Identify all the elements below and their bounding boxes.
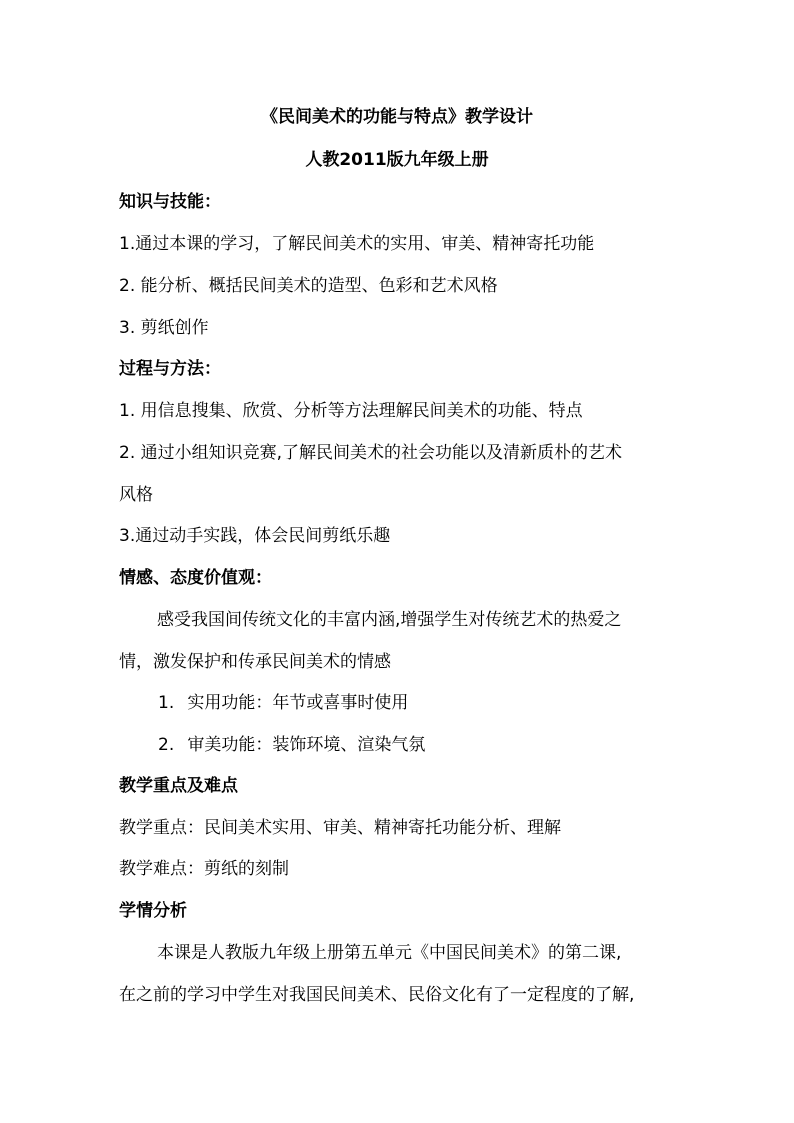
section-heading-knowledge: 知识与技能： bbox=[119, 192, 221, 212]
process-item-1: 1. 用信息搜集、欣赏、分析等方法理解民间美术的功能、特点 bbox=[119, 401, 583, 421]
section-heading-emotion: 情感、态度价值观： bbox=[119, 568, 272, 588]
process-item-2-continued: 风格 bbox=[119, 485, 153, 505]
emotion-list-item-2 bbox=[158, 733, 718, 757]
document-title: 《民间美术的功能与特点》教学设计 bbox=[261, 107, 533, 127]
section-heading-process: 过程与方法： bbox=[119, 359, 221, 379]
document-subtitle: 人教2011版九年级上册 bbox=[305, 150, 489, 170]
emotion-list-item-1 bbox=[158, 691, 718, 715]
list-text: 审美功能：装饰环境、渲染气氛 bbox=[187, 735, 426, 755]
knowledge-item-3: 3. 剪纸创作 bbox=[119, 318, 209, 338]
analysis-line-2: 在之前的学习中学生对我国民间美术、民俗文化有了一定程度的了解, bbox=[119, 985, 635, 1005]
analysis-line-1: 本课是人教版九年级上册第五单元《中国民间美术》的第二课, bbox=[157, 943, 622, 963]
process-item-2: 2. 通过小组知识竞赛,了解民间美术的社会功能以及清新质朴的艺术 bbox=[119, 443, 623, 463]
emotion-paragraph-line-1: 感受我国间传统文化的丰富内涵,增强学生对传统艺术的热爱之 bbox=[157, 610, 622, 630]
knowledge-item-2: 2. 能分析、概括民间美术的造型、色彩和艺术风格 bbox=[119, 276, 498, 296]
process-item-3: 3.通过动手实践，体会民间剪纸乐趣 bbox=[119, 526, 391, 546]
section-heading-keypoints: 教学重点及难点 bbox=[119, 776, 238, 796]
list-number: 2. bbox=[158, 735, 175, 755]
teaching-difficulty: 教学难点：剪纸的刻制 bbox=[119, 859, 289, 879]
emotion-paragraph-line-2: 情，激发保护和传承民间美术的情感 bbox=[119, 652, 391, 672]
teaching-focus: 教学重点：民间美术实用、审美、精神寄托功能分析、理解 bbox=[119, 818, 561, 838]
knowledge-item-1: 1.通过本课的学习，了解民间美术的实用、审美、精神寄托功能 bbox=[119, 234, 595, 254]
section-heading-analysis: 学情分析 bbox=[119, 901, 187, 921]
list-number: 1. bbox=[158, 693, 175, 713]
list-text: 实用功能：年节或喜事时使用 bbox=[187, 693, 409, 713]
